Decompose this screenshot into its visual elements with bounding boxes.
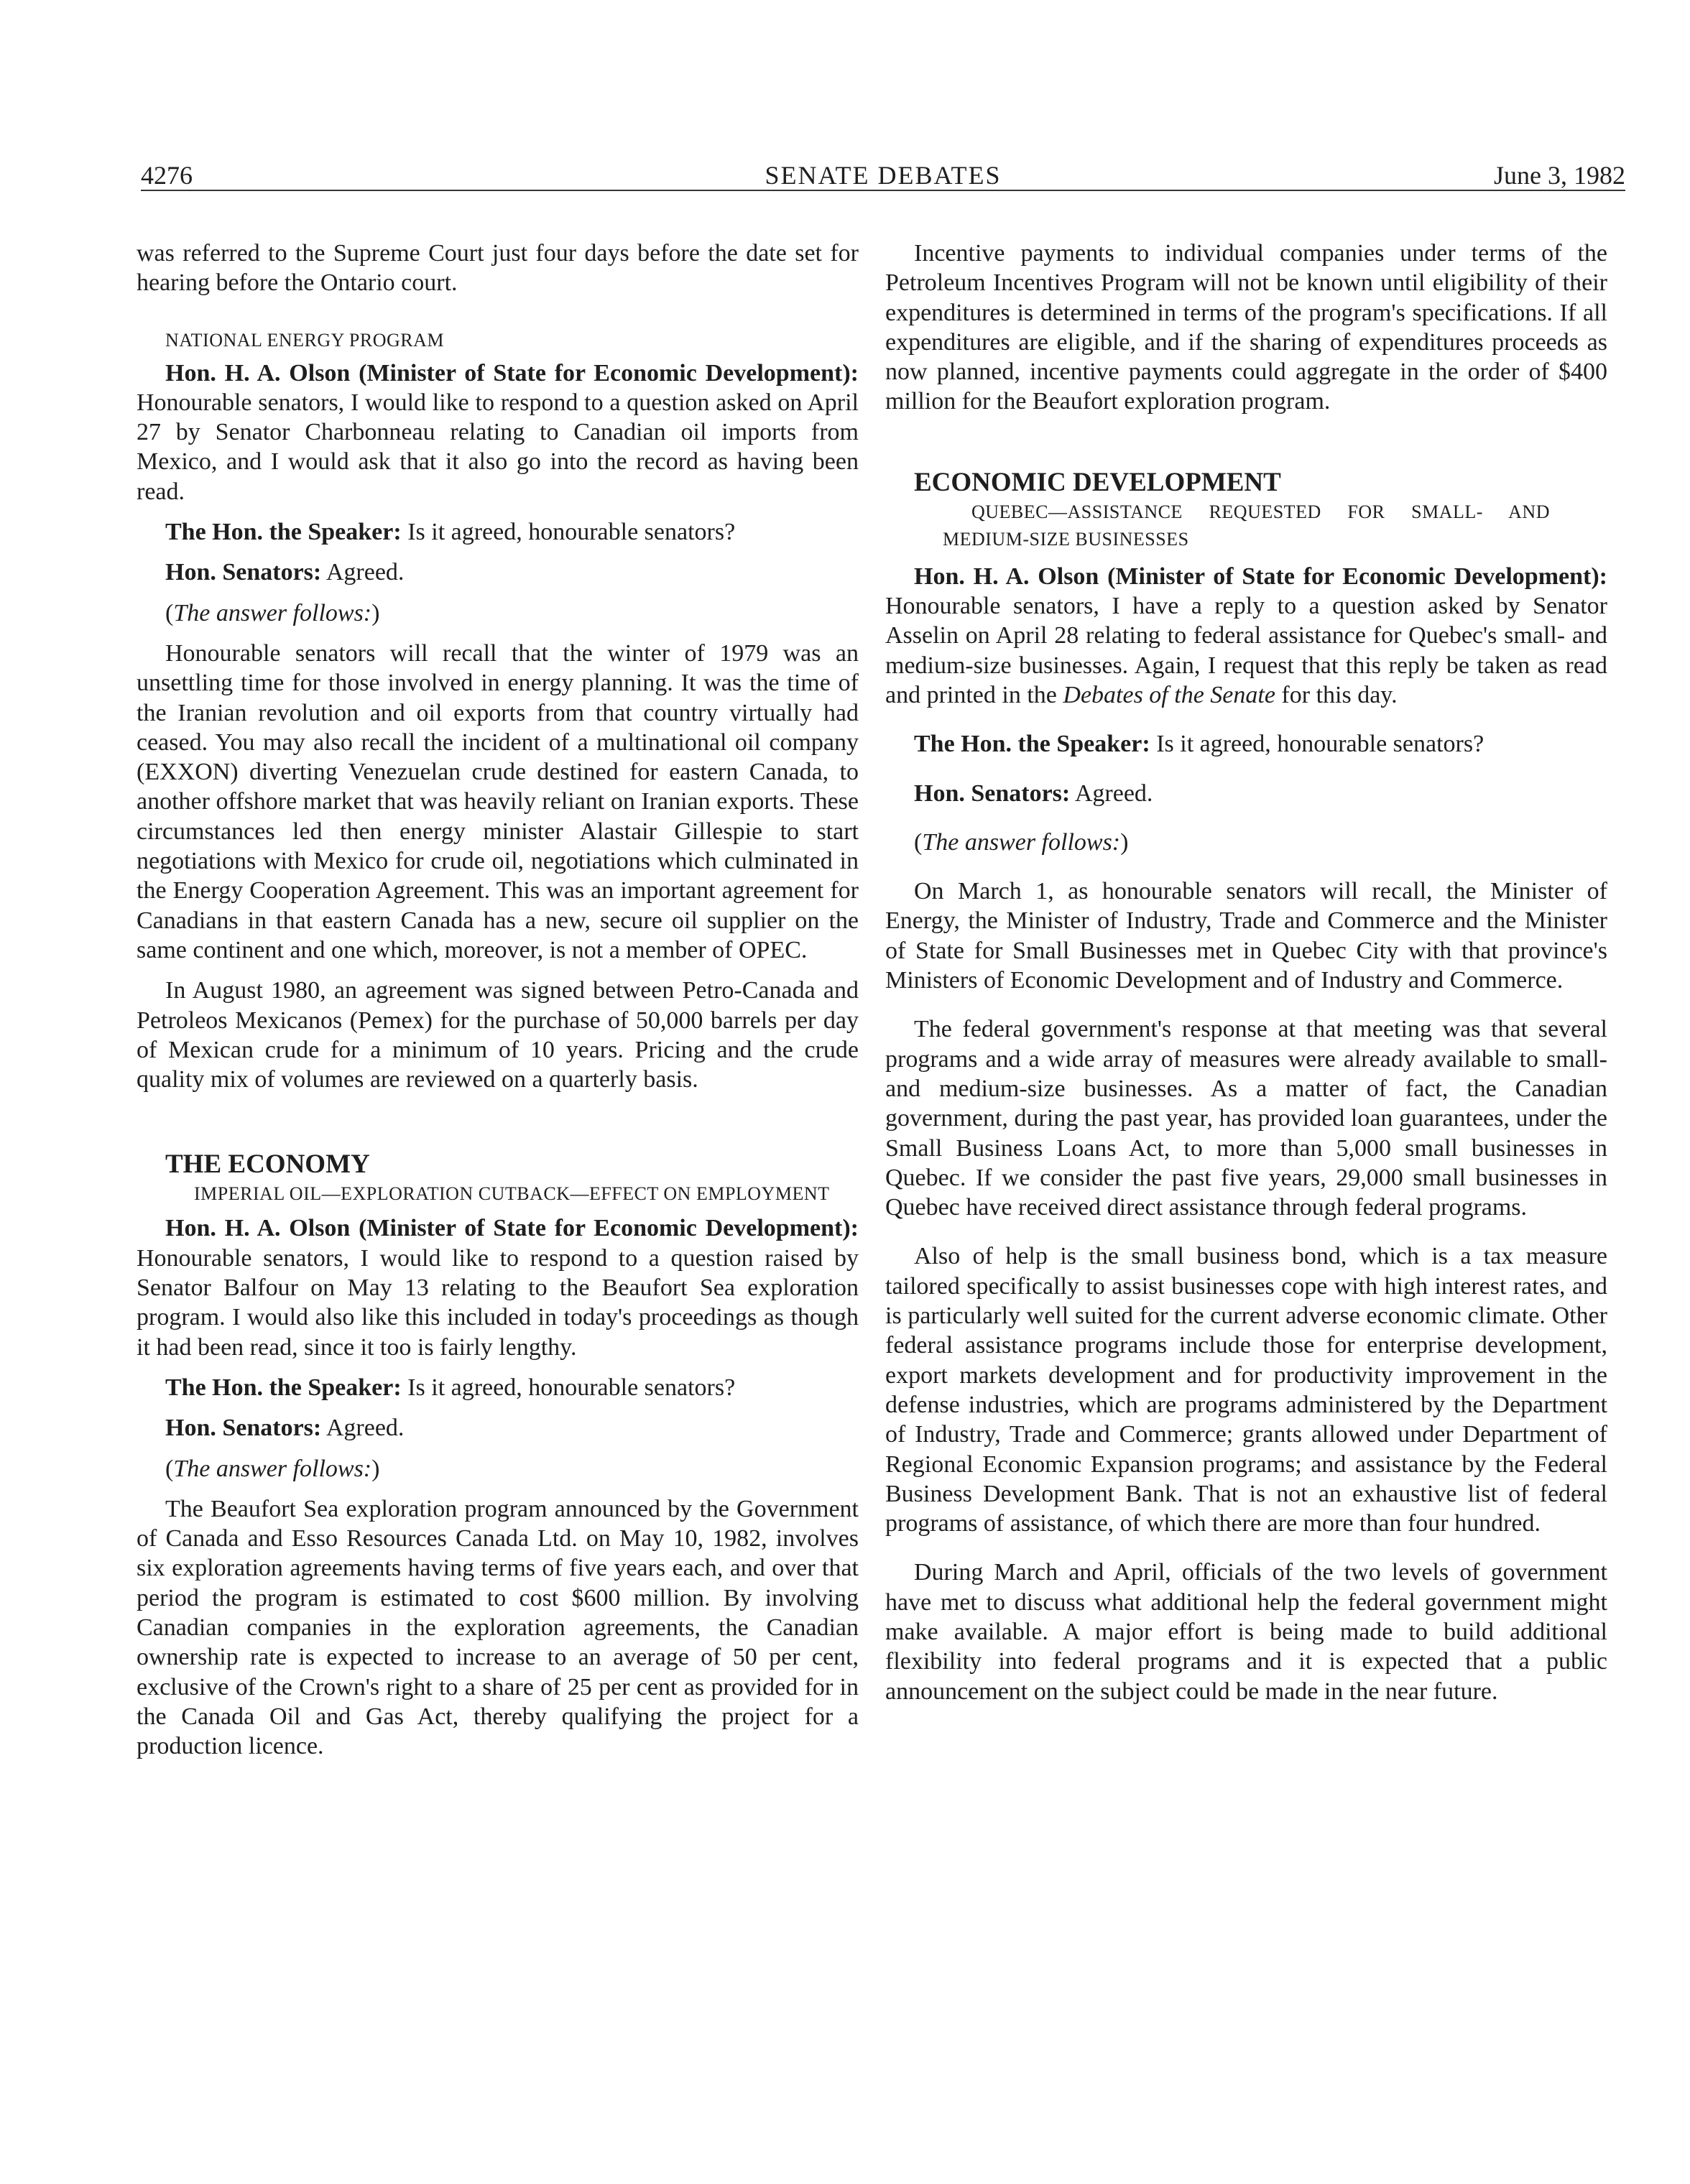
body-paragraph: The Beaufort Sea exploration program announced by the Government of Canada and Esso Resources Canada Ltd. on May 10, 1982, involves six exploration agreements having terms of five years each, and over that period the program is estimated to cost $600 million. By involving Canadian companies in the exploration agreements, the Canadian ownership rate is expected to increase to an average of 50 per cent, exclusive of the Crown's right to a share of 25 per cent as provided for in the Canada Oil and Gas Act, thereby qualifying the project for a production licence. <box>137 1495 859 1760</box>
answer-follows: The answer follows: <box>173 599 372 626</box>
section-subheading: IMPERIAL OIL—EXPLORATION CUTBACK—EFFECT ON EMPLOYMENT <box>194 1183 830 1205</box>
body-paragraph: Honourable senators will recall that the winter of 1979 was an unsettling time for those involved in energy planning. It was the time of the Iranian revolution and oil exports from that country virtually had ceased. You may also recall the incident of a multinational oil company (EXXON) diverting Venezuelan crude destined for eastern Canada, to another offshore market that was heavily reliant on Iranian exports. These circumstances led then energy minister Alastair Gillespie to start negotiations with Mexico for crude oil, negotiations which culminated in the Energy Cooperation Agreement. This was an important agreement for Canadians in that eastern Canada has a new, secure oil supplier on the same continent and one which, moreover, is not a member of OPEC. <box>137 639 859 963</box>
statement-text: Is it agreed, honourable senators? <box>401 1374 736 1401</box>
publication-title: SENATE DEBATES <box>765 161 1002 190</box>
header-rule <box>141 190 1625 191</box>
speaker-name: The Hon. the Speaker: <box>165 1374 402 1401</box>
section-heading: THE ECONOMY <box>165 1149 370 1180</box>
speaker-statement <box>137 1413 859 1443</box>
publication-reference: Debates of the Senate <box>1063 681 1275 708</box>
continued-paragraph: was referred to the Supreme Court just four days before the date set for hearing before the Ontario court. <box>137 240 859 297</box>
speaker-name: Hon. Senators: <box>914 779 1071 807</box>
body-paragraph: Incentive payments to individual companies under terms of the Petroleum Incentives Program will not be known until eligibility of their expenditures is determined in terms of the program's specifications. If all expenditures are eligible, and if the sharing of expenditures proceeds as now planned, incentive payments could aggregate in the order of $400 million for the Beaufort exploration program. <box>885 240 1607 415</box>
answer-note: (The answer follows:) <box>165 599 380 626</box>
body-paragraph: The federal government's response at that meeting was that several programs and a wide array of measures were already available to small- and medium-size businesses. As a matter of fact, the Canadian government, during the past year, has provided loan guarantees, under the Small Business Loans Act, to more than 5,000 small businesses in Quebec. If we consider the past five years, 29,000 small businesses in Quebec have received direct assistance through federal programs. <box>885 1016 1607 1221</box>
speaker-name: Hon. H. A. Olson (Minister of State for Economic Development): <box>914 563 1607 590</box>
statement-text: Is it agreed, honourable senators? <box>401 519 736 546</box>
body-paragraph: Also of help is the small business bond, which is a tax measure tailored specifically to assist businesses cope with high interest rates, and is particularly well suited for the current adverse economic climate. Other federal assistance programs include those for enterprise development, export markets development and for productivity improvement in the defense industries, which are programs administered by the Department of Industry, Trade and Commerce; grants allowed under Department of Regional Economic Expansion programs; and assistance by the Federal Business Development Bank. That is not an exhaustive list of federal programs of assistance, of which there are more than four hundred. <box>885 1243 1607 1537</box>
statement-text: Honourable senators, I have a reply to a question asked by Senator Asselin on April 28 relating to federal assistance for Quebec's small- and medium-size businesses. Again, I request that this reply be taken as read and printed in the <box>885 593 1607 708</box>
right-column <box>885 239 1607 1706</box>
statement-text: Agreed. <box>1070 779 1153 807</box>
speaker-name: Hon. Senators: <box>165 559 322 586</box>
statement-text: Honourable senators, I would like to respond to a question raised by Senator Balfour on May 13 relating to the Beaufort Sea exploration program. I would also like this included in today's proceedings as though it had been read, since it too is fairly lengthy. <box>137 1244 859 1361</box>
section-subheading: QUEBEC—ASSISTANCE REQUESTED FOR SMALL- AND MEDIUM-SIZE BUSINESSES <box>943 501 1550 550</box>
answer-note: (The answer follows:) <box>914 828 1129 856</box>
statement-text: Agreed. <box>321 1415 405 1442</box>
page-number: 4276 <box>141 161 193 190</box>
answer-follows: The answer follows: <box>922 828 1121 856</box>
speaker-name: Hon. H. A. Olson (Minister of State for Economic Development): <box>165 1215 859 1242</box>
speaker-name: The Hon. the Speaker: <box>914 731 1150 758</box>
speaker-statement <box>137 358 859 506</box>
speaker-name: The Hon. the Speaker: <box>165 519 402 546</box>
left-column <box>137 239 859 1761</box>
body-paragraph: During March and April, officials of the two levels of government have met to discuss what additional help the federal government might make available. A major effort is being made to build additional flexibility into federal programs and it is expected that a public announcement on the subject could be made in the near future. <box>885 1559 1607 1705</box>
statement-text: Honourable senators, I would like to respond to a question asked on April 27 by Senator Charbonneau relating to Canadian oil imports from Mexico, and I would ask that it also go into the record as having been read. <box>137 389 859 505</box>
issue-date: June 3, 1982 <box>1494 161 1625 190</box>
speaker-statement <box>137 517 859 547</box>
statement-text: Agreed. <box>321 559 405 586</box>
body-paragraph: In August 1980, an agreement was signed between Petro-Canada and Petroleos Mexicanos (Pemex) for the purchase of 50,000 barrels per day of Mexican crude for a minimum of 10 years. Pricing and the crude quality mix of volumes are reviewed on a quarterly basis. <box>137 977 859 1093</box>
speaker-statement <box>885 779 1607 808</box>
answer-follows: The answer follows: <box>173 1455 372 1482</box>
section-heading: ECONOMIC DEVELOPMENT <box>914 467 1281 497</box>
speaker-statement <box>885 562 1607 710</box>
speaker-statement <box>137 557 859 587</box>
body-paragraph: On March 1, as honourable senators will recall, the Minister of Energy, the Minister of Industry, Trade and Commerce and the Minister of State for Small Businesses met in Quebec City with that province's Ministers of Economic Development and of Industry and Commerce. <box>885 878 1607 994</box>
speaker-statement <box>885 729 1607 759</box>
section-heading: NATIONAL ENERGY PROGRAM <box>165 329 445 351</box>
speaker-name: Hon. H. A. Olson (Minister of State for Economic Development): <box>165 359 859 387</box>
running-header <box>141 152 1625 194</box>
speaker-name: Hon. Senators: <box>165 1415 322 1442</box>
speaker-statement <box>137 1213 859 1361</box>
answer-note: (The answer follows:) <box>165 1455 380 1482</box>
statement-text: Is it agreed, honourable senators? <box>1150 731 1484 758</box>
speaker-statement <box>137 1373 859 1402</box>
statement-text: for this day. <box>1275 681 1398 708</box>
